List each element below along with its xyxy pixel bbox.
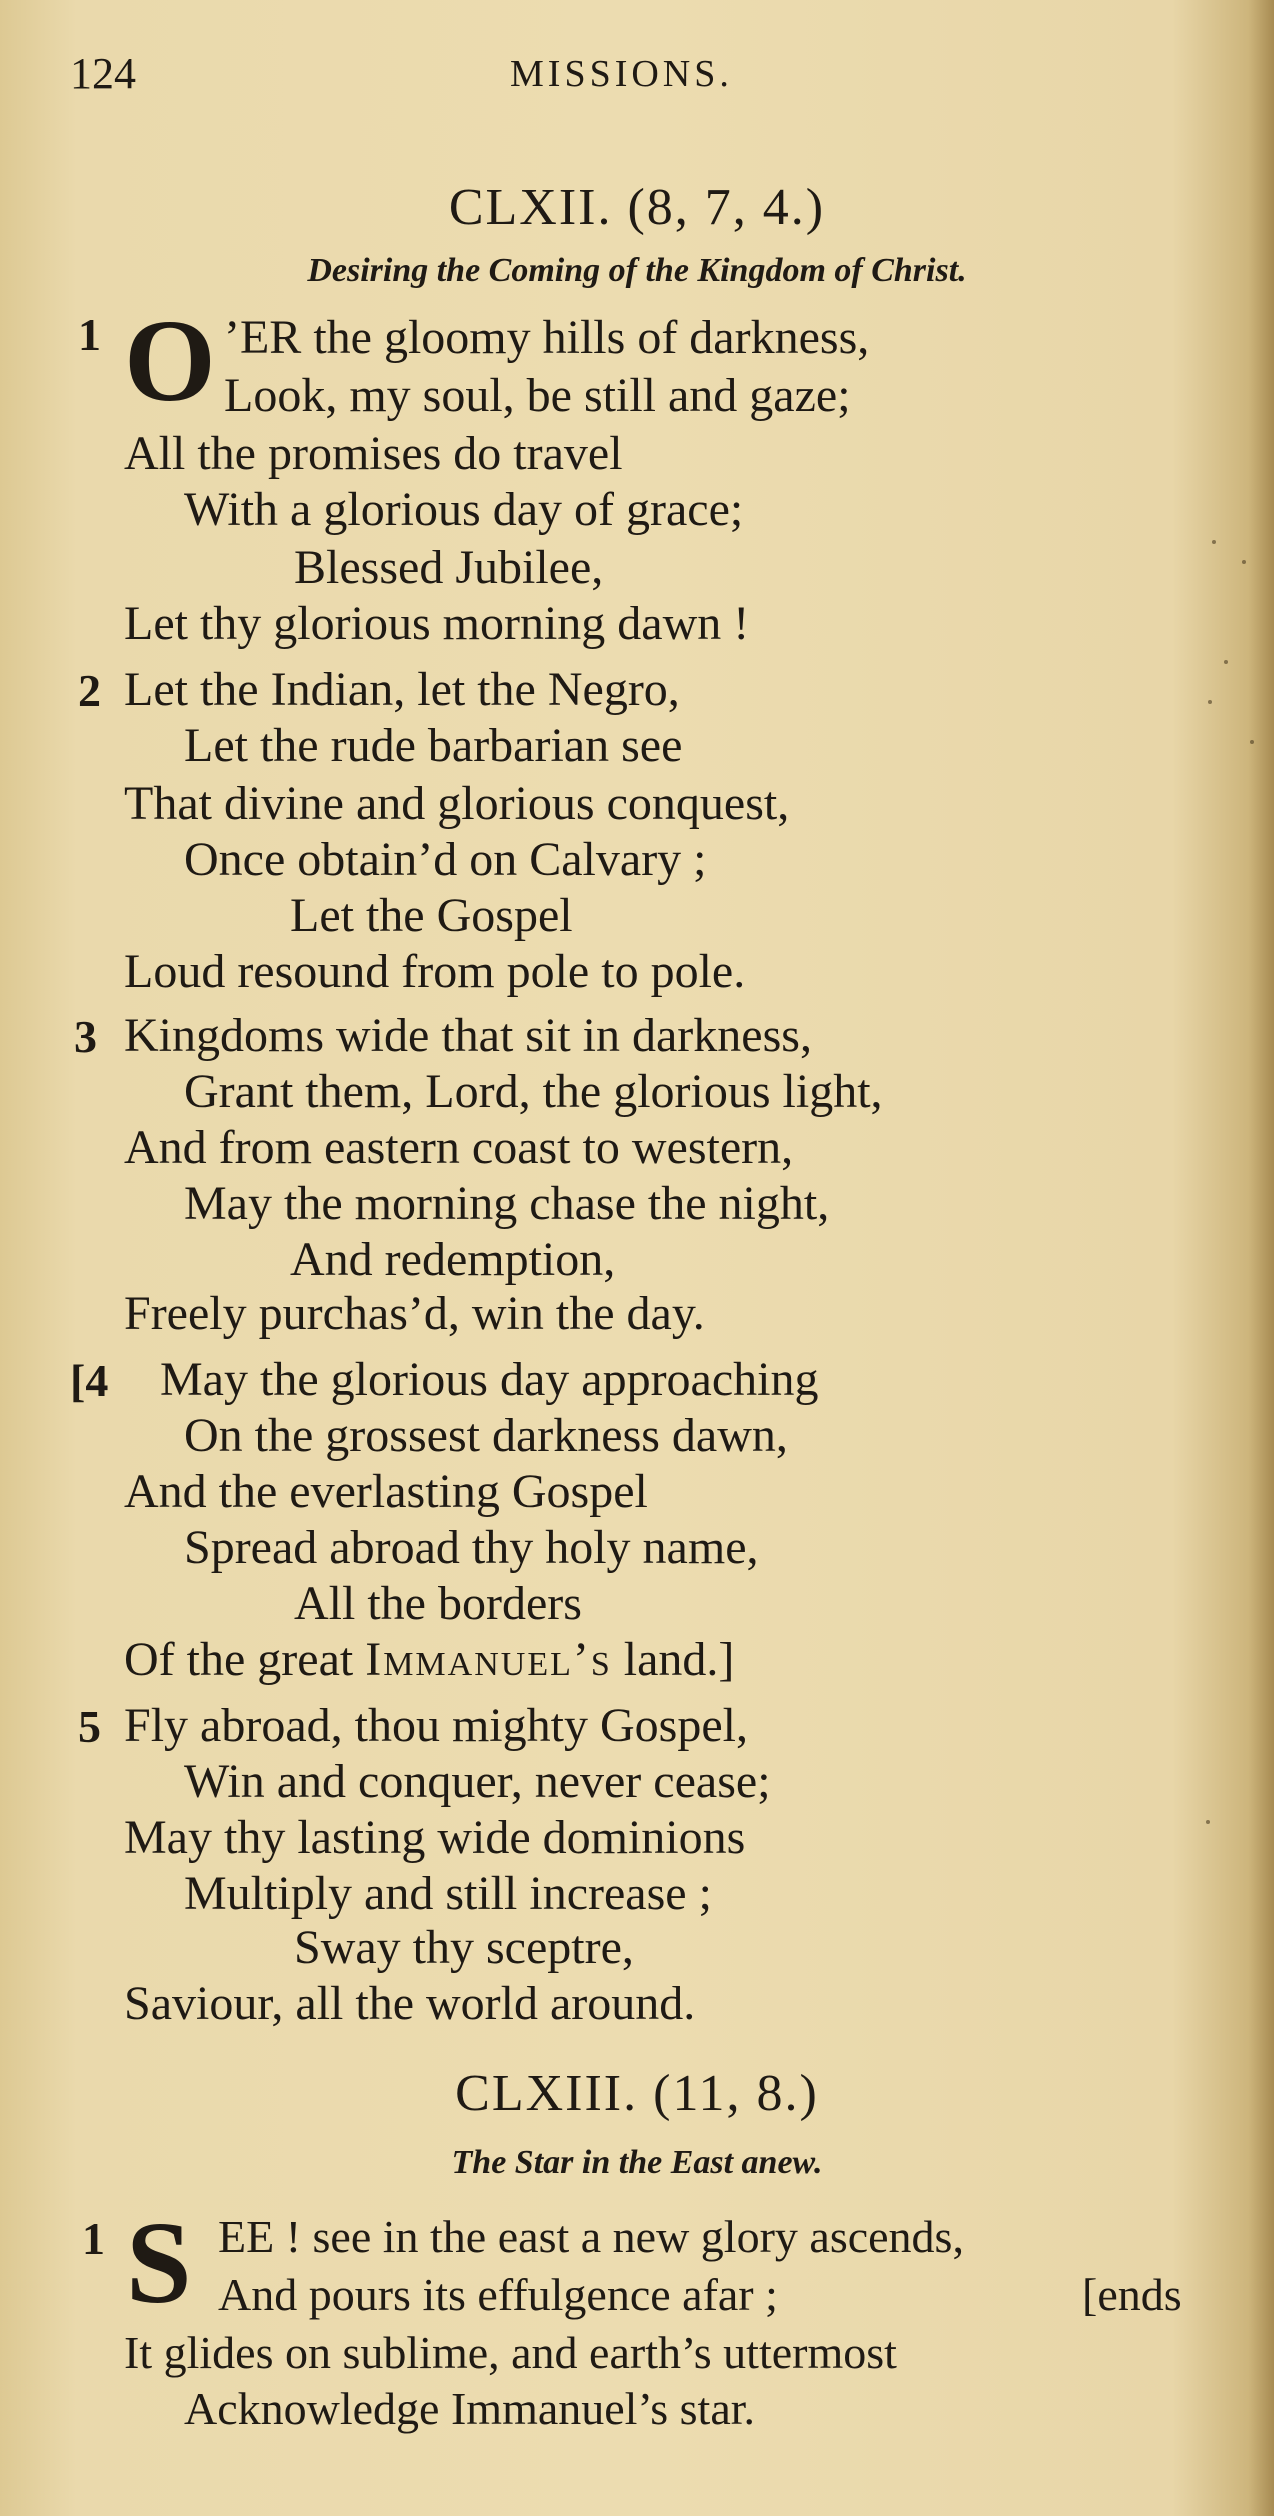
verse-line: Blessed Jubilee, [294,541,604,594]
verse-line: ’ER the gloomy hills of darkness, [224,311,870,364]
verse-number: 1 [78,309,101,360]
verse-line: Let the Gospel [290,889,573,942]
verse-line: May thy lasting wide dominions [124,1811,746,1864]
verse-line: Saviour, all the world around. [124,1977,696,2030]
verse-line: It glides on sublime, and earth’s uttermost [124,2327,897,2378]
verse-number: 2 [78,665,101,716]
drop-cap: S [126,2197,192,2328]
verse-number: 1 [82,2213,105,2264]
verse-line: Multiply and still increase ; [184,1867,712,1920]
verse-line: Acknowledge Immanuel’s star. [184,2383,756,2434]
hymn-subtitle-162: Desiring the Coming of the Kingdom of Christ. [307,252,967,289]
verse-line: That divine and glorious conquest, [124,777,790,830]
verse-line: Once obtain’d on Calvary ; [184,833,707,886]
verse-line: And from eastern coast to western, [124,1121,794,1174]
verse-line: Freely purchas’d, win the day. [124,1287,705,1340]
verse-line: EE ! see in the east a new glory ascends, [218,2211,964,2262]
verse-line: Let thy glorious morning dawn ! [124,597,750,650]
verse-line: Let the Indian, let the Negro, [124,663,680,716]
drop-cap: O [124,295,216,426]
verse-line: With a glorious day of grace; [184,483,744,536]
verse-line: [ends [1082,2269,1182,2320]
verse-line: Spread abroad thy holy name, [184,1521,759,1574]
page-edge-specks [1202,0,1262,2516]
verse-line: May the morning chase the night, [184,1177,830,1230]
verse-line: And the everlasting Gospel [124,1465,648,1518]
hymn-number-162: CLXII. (8, 7, 4.) [448,179,826,236]
verse-line: Look, my soul, be still and gaze; [224,369,851,422]
immanuel-smallcaps: Immanuel’s [365,1633,612,1686]
verse-line: Sway thy sceptre, [294,1921,634,1974]
verse-line: Let the rude barbarian see [184,719,683,772]
verse-line: Loud resound from pole to pole. [124,945,746,998]
verse-line: On the grossest darkness dawn, [184,1409,788,1462]
verse-line: All the promises do travel [124,427,623,480]
verse-line: May the glorious day approaching [160,1353,819,1406]
hymn-number-163: CLXIII. (11, 8.) [455,2065,819,2122]
verse-line: And pours its effulgence afar ; [218,2269,778,2320]
verse-line-text: land.] [611,1633,735,1686]
running-title: MISSIONS. [510,53,733,95]
verse-number: [4 [70,1355,109,1406]
verse-line [124,1633,735,1686]
verse-line-text: Of the great [124,1633,366,1686]
verse-number: 3 [74,1011,97,1062]
verse-number: 5 [78,1701,101,1752]
verse-line: Grant them, Lord, the glorious light, [184,1065,883,1118]
hymn-subtitle-163: The Star in the East anew. [451,2144,823,2181]
page-number: 124 [70,49,136,98]
verse-line: Win and conquer, never cease; [184,1755,771,1808]
verse-line: Kingdoms wide that sit in darkness, [124,1009,812,1062]
page-header [0,48,1274,108]
verse-line: Fly abroad, thou mighty Gospel, [124,1699,748,1752]
verse-line: All the borders [294,1577,582,1630]
verse-line: And redemption, [290,1233,616,1286]
